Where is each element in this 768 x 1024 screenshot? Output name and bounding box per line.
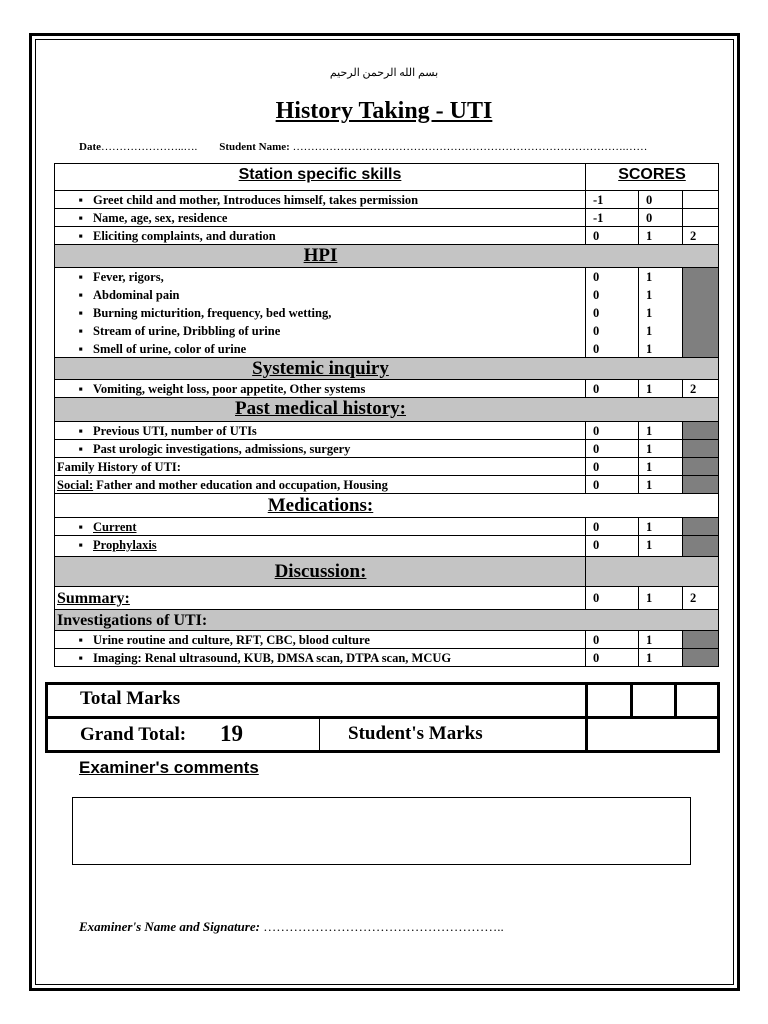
score-cell[interactable]: 1 [646,229,653,243]
examiner-comments-box[interactable] [72,797,691,865]
section-past-history [54,398,719,422]
score-cell[interactable]: 0 [646,211,653,225]
score-cell[interactable] [683,209,718,226]
item-label: Abdominal pain [93,288,180,302]
examiner-signature-line [79,919,504,935]
bullet-icon: ▪ [78,424,83,438]
blocked-score-cell [683,476,718,493]
table-row [54,380,719,398]
score-cell[interactable]: 0 [593,342,600,356]
score-cell[interactable]: 0 [593,478,600,492]
score-cell[interactable]: 1 [646,460,653,474]
total-score-cell[interactable] [677,685,717,716]
bullet-icon: ▪ [78,306,83,320]
score-cell[interactable]: 1 [646,306,653,320]
date-label: Date [79,141,101,153]
score-cell[interactable]: 0 [593,538,600,552]
item-label: Smell of urine, color of urine [93,342,247,356]
score-cell[interactable]: 1 [646,651,653,665]
student-marks-label: Student's Marks [348,723,483,744]
score-cell[interactable]: 1 [646,424,653,438]
section-title: Medications: [267,495,374,516]
bullet-icon: ▪ [78,270,83,284]
item-label: Burning micturition, frequency, bed wetting, [93,306,332,320]
date-field[interactable]: …………………..…. [101,141,198,153]
score-cell[interactable]: 0 [593,324,600,338]
item-label: Name, age, sex, residence [93,211,228,225]
item-label: Greet child and mother, Introduces himself, takes permission [93,193,419,207]
student-name-label: Student Name: [219,141,293,153]
date-student-line [79,141,647,153]
item-label: Vomiting, weight loss, poor appetite, Other systems [93,382,366,396]
bismillah-text: بسم الله الرحمن الرحيم [329,67,439,79]
item-label: Imaging: Renal ultrasound, KUB, DMSA scan, DTPA scan, MCUG [93,651,452,665]
examiner-comments-heading: Examiner's comments [79,758,259,777]
family-history-label: Family History of UTI: [57,460,181,474]
score-cell[interactable]: 1 [646,633,653,647]
blocked-score-cell [683,440,718,457]
score-cell[interactable]: 0 [593,229,600,243]
score-cell[interactable]: 1 [646,324,653,338]
station-skills-heading: Station specific skills [238,166,402,183]
bullet-icon: ▪ [78,651,83,665]
total-marks-label: Total Marks [80,688,181,709]
item-label: Previous UTI, number of UTIs [93,424,257,438]
table-row [54,649,719,667]
item-label: Urine routine and culture, RFT, CBC, blood culture [93,633,370,647]
score-cell[interactable]: 0 [593,270,600,284]
score-cell[interactable]: 1 [646,520,653,534]
grand-total-row [48,719,717,750]
score-table [54,163,719,667]
table-row [54,191,719,209]
score-cell[interactable]: 0 [593,633,600,647]
table-row [54,536,719,557]
section-title: Past medical history: [235,398,406,419]
score-cell[interactable]: 0 [593,520,600,534]
table-row [54,518,719,536]
score-cell[interactable]: 1 [646,442,653,456]
social-label: Father and mother education and occupation, Housing [93,478,388,492]
score-cell[interactable]: 0 [593,424,600,438]
score-cell[interactable]: -1 [593,193,604,207]
score-cell[interactable]: 1 [646,478,653,492]
item-label: Past urologic investigations, admissions, surgery [93,442,351,456]
score-cell[interactable]: 0 [593,591,600,605]
score-cell[interactable]: 2 [690,591,697,605]
score-cell[interactable]: 0 [593,460,600,474]
section-investigations [54,610,719,631]
table-row [54,631,719,649]
table-row [54,209,719,227]
table-row [54,227,719,245]
score-cell[interactable]: 1 [646,538,653,552]
item-label: Stream of urine, Dribbling of urine [93,324,281,338]
grand-total-value: 19 [220,721,243,746]
bullet-icon: ▪ [78,382,83,396]
bullet-icon: ▪ [78,324,83,338]
totals-block [45,682,720,753]
score-cell[interactable]: 0 [593,288,600,302]
bullet-icon: ▪ [78,538,83,552]
table-row [54,458,719,476]
bullet-icon: ▪ [78,211,83,225]
score-cell[interactable]: 0 [593,651,600,665]
item-label: Eliciting complaints, and duration [93,229,276,243]
blocked-score-cell [683,422,718,439]
page-title: History Taking - UTI [275,98,493,124]
score-cell[interactable]: 1 [646,591,653,605]
table-row [54,476,719,494]
score-cell[interactable]: 2 [690,229,697,243]
blocked-score-cell [683,631,718,648]
blocked-score-cell [683,518,718,535]
total-score-cell[interactable] [588,685,630,716]
score-cell[interactable]: 0 [646,193,653,207]
total-marks-row [48,685,717,719]
blocked-score-cell [683,458,718,475]
bullet-icon: ▪ [78,342,83,356]
grand-total-label: Grand Total: [80,724,187,745]
table-row [54,422,719,440]
bullet-icon: ▪ [78,520,83,534]
table-header-row [54,163,719,191]
item-label: Current [93,520,137,534]
section-discussion [54,557,719,587]
item-label: Prophylaxis [93,538,157,552]
student-marks-field[interactable] [588,719,717,750]
score-cell[interactable]: 2 [690,382,697,396]
score-cell[interactable]: 0 [593,442,600,456]
score-cell[interactable]: 1 [646,288,653,302]
bullet-icon: ▪ [78,229,83,243]
blocked-score-cell [683,649,718,666]
item-label: Fever, rigors, [93,270,164,284]
social-prefix: Social: [57,478,94,492]
blocked-score-cell [683,536,718,556]
score-cell[interactable]: 1 [646,342,653,356]
score-cell[interactable]: 1 [646,270,653,284]
table-row [54,440,719,458]
bullet-icon: ▪ [78,633,83,647]
section-medications [54,494,719,518]
section-hpi [54,245,719,268]
score-cell[interactable]: -1 [593,211,604,225]
section-systemic [54,358,719,380]
score-cell[interactable]: 0 [593,382,600,396]
score-cell[interactable] [683,191,718,208]
score-cell[interactable]: 0 [593,306,600,320]
investigations-title: Investigations of UTI: [57,612,208,629]
total-score-cell[interactable] [633,685,674,716]
bullet-icon: ▪ [78,288,83,302]
summary-label: Summary: [57,590,130,607]
section-title: Systemic inquiry [252,358,389,379]
blocked-score-cell [683,268,718,357]
signature-field[interactable]: ……………………………………………….. [263,919,504,934]
student-name-field[interactable]: ……………………………………………………………………………….…… [292,141,648,153]
hpi-block [54,268,719,358]
section-title: HPI [303,245,338,266]
signature-label: Examiner's Name and Signature: [79,919,264,934]
table-row [54,587,719,610]
bullet-icon: ▪ [78,193,83,207]
score-cell[interactable]: 1 [646,382,653,396]
section-title: Discussion: [274,561,367,582]
scores-heading: SCORES [618,166,686,183]
bullet-icon: ▪ [78,442,83,456]
